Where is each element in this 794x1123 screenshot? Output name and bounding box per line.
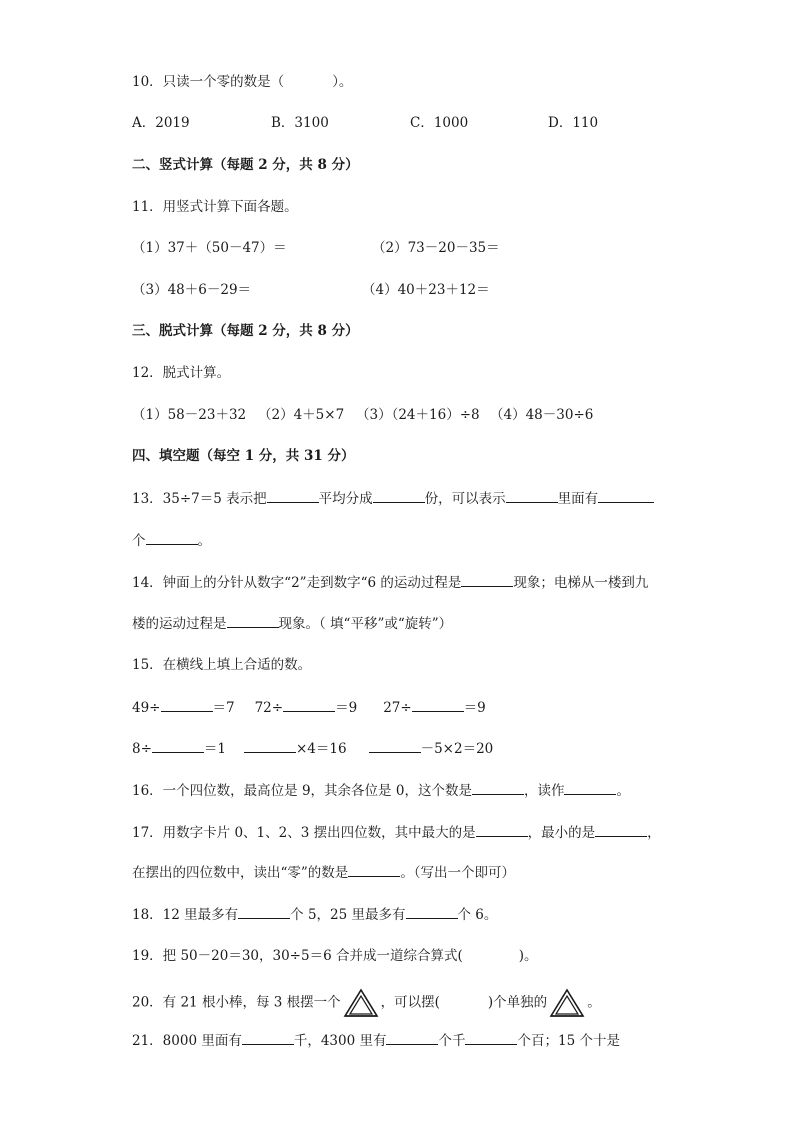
q12-item-1: （1）58－23＋32	[132, 407, 247, 423]
q15-r1-text-3: 72÷	[254, 700, 284, 716]
q13-blank-4[interactable]	[598, 488, 654, 503]
q14-blank-1[interactable]	[461, 572, 513, 587]
q13-blank-3[interactable]	[506, 488, 558, 503]
q10-option-b[interactable]: B．3100	[271, 115, 329, 131]
question-21	[132, 1030, 620, 1051]
q13-text-5: 个	[132, 533, 146, 549]
q10-text: 10．只读一个零的数是（	[132, 74, 285, 90]
q17-text-5: 。（写出一个即可）	[400, 865, 516, 881]
q18-text-1: 18．12 里最多有	[132, 907, 239, 923]
q12-item-2: （2）4＋5×7	[258, 407, 345, 423]
q17-text-1: 17．用数字卡片 0、1、2、3 摆出四位数，其中最大的是	[132, 825, 476, 841]
q17-blank-2[interactable]	[595, 822, 647, 837]
q19-text-2: )。	[518, 948, 538, 964]
q15-r1-blank-3[interactable]	[412, 697, 464, 712]
q21-blank-1[interactable]	[242, 1030, 294, 1045]
section-4-title: 四、填空题（每空 1 分，共 31 分）	[132, 448, 355, 464]
q17-text-4: 在摆出的四位数中，读出“零”的数是	[132, 865, 349, 881]
question-10	[132, 72, 352, 92]
q14-text-3: 楼的运动过程是	[132, 616, 227, 632]
question-13	[132, 488, 654, 509]
q21-blank-3[interactable]	[465, 1030, 517, 1045]
q21-text-4: 个百；15 个十是	[517, 1033, 620, 1049]
q15-r2-blank-2[interactable]	[244, 738, 296, 753]
q20-text-4: 。	[587, 994, 601, 1011]
q19-text-1: 19．把 50－20＝30，30÷5＝6 合并成一道综合算式(	[132, 948, 463, 964]
q21-text-1: 21．8000 里面有	[132, 1033, 242, 1049]
q18-blank-2[interactable]	[406, 904, 458, 919]
q14-text-4: 现象。（ 填“平移”或“旋转”）	[278, 616, 453, 632]
triangle-icon	[549, 988, 585, 1018]
q13-text-3: 份，可以表示	[424, 491, 506, 507]
q14-text-2: 现象；电梯从一楼到九	[513, 575, 649, 591]
q16-blank-1[interactable]	[472, 780, 524, 795]
question-17-cont	[132, 862, 515, 883]
q12-item-4: （4）48－30÷6	[490, 407, 594, 423]
q21-text-3: 个千	[438, 1033, 466, 1049]
q14-blank-2[interactable]	[227, 613, 279, 628]
question-20	[132, 988, 601, 1018]
question-14-cont	[132, 613, 452, 634]
q14-text-1: 14．钟面上的分针从数字“2”走到数字“6 的运动过程是	[132, 575, 462, 591]
q10-option-a[interactable]: A．2019	[132, 115, 190, 131]
q17-blank-3[interactable]	[348, 862, 400, 877]
q16-text-1: 16．一个四位数，最高位是 9，其余各位是 0，这个数是	[132, 783, 472, 799]
q10-text-end: ）。	[332, 74, 353, 90]
q13-text-6: 。	[197, 533, 211, 549]
q15-row-1	[132, 697, 486, 718]
q15-r1-text-4: ＝9	[335, 700, 358, 716]
q15-r1-text-1: 49÷	[132, 700, 161, 716]
q16-blank-2[interactable]	[564, 780, 616, 795]
q13-text-1: 13．35÷7＝5 表示把	[132, 491, 267, 507]
q10-option-d[interactable]: D．110	[548, 115, 599, 131]
question-17	[132, 822, 661, 843]
q13-blank-2[interactable]	[373, 488, 425, 503]
section-3-title: 三、脱式计算（每题 2 分，共 8 分）	[132, 323, 359, 339]
q18-text-2: 个 5，25 里最多有	[290, 907, 406, 923]
q11-item-1: （1）37＋（50－47）＝	[132, 240, 287, 256]
q17-blank-1[interactable]	[476, 822, 528, 837]
q15-r1-blank-1[interactable]	[161, 697, 213, 712]
q15-r2-blank-3[interactable]	[369, 738, 421, 753]
q15-r1-blank-2[interactable]	[283, 697, 335, 712]
q13-blank-1[interactable]	[267, 488, 319, 503]
q15-r2-text-2: ＝1	[203, 741, 226, 757]
q15-row-2	[132, 738, 493, 759]
question-13-cont	[132, 530, 211, 551]
q18-blank-1[interactable]	[238, 904, 290, 919]
q15-r2-text-3: ×4＝16	[296, 741, 347, 757]
q15-r1-text-2: ＝7	[212, 700, 235, 716]
question-19	[132, 946, 538, 966]
q13-text-2: 平均分成	[318, 491, 373, 507]
q11-item-3: （3）48＋6－29＝	[132, 282, 252, 298]
question-12: 12．脱式计算。	[132, 365, 231, 381]
q21-blank-2[interactable]	[386, 1030, 438, 1045]
q18-text-3: 个 6。	[457, 907, 498, 923]
question-15: 15．在横线上填上合适的数。	[132, 657, 312, 673]
q17-text-2: ，最小的是	[527, 825, 596, 841]
q15-r1-text-5: 27÷	[383, 700, 412, 716]
q13-text-4: 里面有	[557, 491, 599, 507]
q13-blank-5[interactable]	[146, 530, 198, 545]
triangle-icon	[343, 988, 379, 1018]
q12-item-3: （3）（24＋16）÷8	[356, 407, 480, 423]
q10-option-c[interactable]: C．1000	[410, 115, 469, 131]
q20-text-2: ，可以摆(	[380, 994, 440, 1011]
q15-r1-text-6: ＝9	[463, 700, 486, 716]
question-14	[132, 572, 648, 593]
q15-r2-blank-1[interactable]	[152, 738, 204, 753]
q11-item-2: （2）73－20－35＝	[372, 240, 500, 256]
q15-r2-text-4: －5×2＝20	[420, 741, 494, 757]
q16-text-3: 。	[616, 783, 630, 799]
question-16	[132, 780, 630, 801]
q21-text-2: 千，4300 里有	[293, 1033, 387, 1049]
q16-text-2: ，读作	[523, 783, 565, 799]
q20-text-3: )个单独的	[487, 994, 548, 1011]
section-2-title: 二、竖式计算（每题 2 分，共 8 分）	[132, 157, 359, 173]
q17-text-3: ，	[647, 825, 661, 841]
q20-text-1: 20．有 21 根小棒，每 3 根摆一个	[132, 994, 341, 1011]
q11-item-4: （4）40＋23＋12＝	[362, 282, 490, 298]
question-18	[132, 904, 497, 925]
q15-r2-text-1: 8÷	[132, 741, 152, 757]
question-11: 11．用竖式计算下面各题。	[132, 199, 298, 215]
